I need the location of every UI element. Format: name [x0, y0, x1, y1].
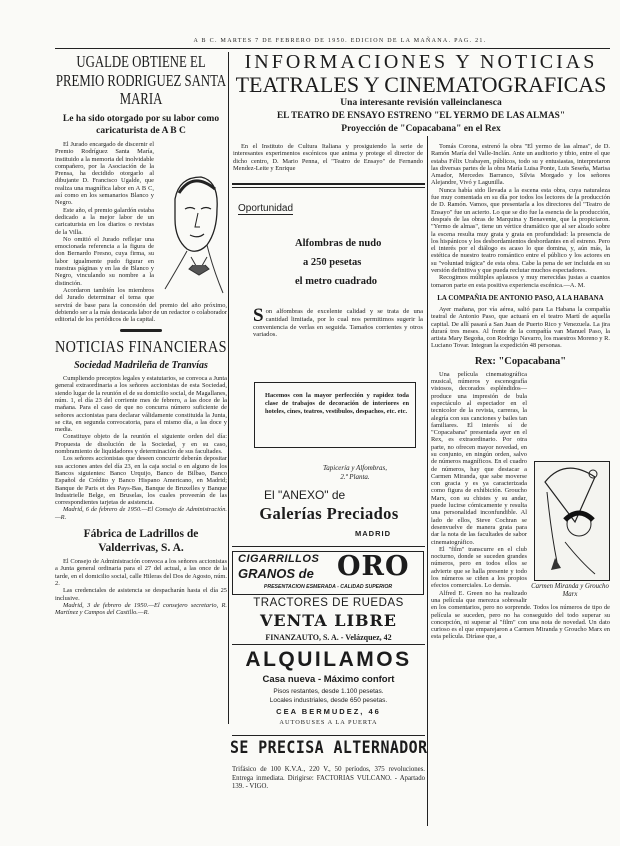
article-paragraph: Acordaron también los miembros del Jurado determinar el tema que servirá de base para la concesión del premio del año próximo, debiendo ser a la más destacada labor de un redactor o colaborador editorial de los periódicos de la capital.: [55, 286, 227, 324]
double-rule: [232, 187, 425, 188]
article-headline: Fábrica de Ladrillos de Valderrivas, S. A.: [83, 528, 199, 555]
ad-body: [253, 305, 423, 339]
ad-brand-logo: ORO: [337, 551, 410, 582]
article-kicker: Una interesante revisión valleinclanesca: [340, 98, 502, 108]
ad-headline-line: el metro cuadrado: [295, 276, 378, 287]
article-paragraph: Alfred E. Green no ha realizado una película que merezca sobresalir en los comentarios, pero no sorprende. Todos los números de tipo de película se suceden, pero no ha conseguido del todo superar su concepción, ni superar al "film" con una nota de novedad. Un dato curioso es el que emparejaron a Carmen Miranda y Groucho Marx en esta película. Diríase que, a: [431, 589, 610, 641]
right-column: [431, 143, 610, 641]
ad-subhead: Casa nueva - Máximo confort: [262, 674, 395, 685]
ad-services-text: Hacemos con la mayor perfección y rapidez toda clase de trabajos de decoración de interiores en hoteles, cines, teatros, vestíbulos, despachos, etc. etc.: [265, 392, 409, 415]
ad-note: AUTOBUSES A LA PUERTA: [279, 719, 378, 726]
ad-department-floor: 2.ª Planta.: [340, 473, 370, 481]
article-body: [55, 558, 227, 616]
ornament-divider: [120, 329, 162, 332]
article-subhead: Sociedad Madrileña de Tranvías: [74, 360, 208, 372]
ad-separator: [232, 644, 425, 645]
column-divider: [427, 136, 428, 826]
ad-body-text: on alfombras de excelente calidad y se trata de una cantidad limitada, por lo cual nos permitimos sugerir la conveniencia de verlas en seguida. Tamaños corrientes y otros variados.: [253, 308, 423, 339]
ad-line: Locales industriales, desde 650 pesetas.: [269, 697, 388, 704]
article-paragraph: Nunca había sido llevada a la escena esta obra, cuya naturaleza fue muy comentada en su día por todos los lectores de la producción de D. Ramón. Vamos, que presentarla a los directores del "Teatro de Ensayo" fue un acierto. Lo que se dio fue la esencia de la producción, después de las obras de Marquina y Benavente, que la propiciaron. "Yermo de almas", tiene un vértice dramático que al ser alzado sobre la escena resulta muy grata y grata en profundidad: la presencia de los hispánicos y los desbordamientos desbordantes en el estreno. Pero el interés por el diálogo es acaso lo que domina, y, aún más, la estética de nuestro teatro romántico entre el público y los actores en su "voluntad trágica" de esta obra. Cabe la pena de ser incluida en su versión definitiva y que pueda reclutar muchos espectadores.: [431, 186, 610, 275]
ad-city: MADRID: [355, 529, 391, 538]
article-body: [431, 306, 610, 350]
ad-address: CEA BERMUDEZ, 46: [276, 707, 381, 716]
article-subhead: EL TEATRO DE ENSAYO ESTRENO "EL YERMO DE LAS ALMAS": [276, 111, 565, 121]
ad-headline: [295, 234, 423, 291]
double-rule: [232, 183, 425, 185]
ad-separator: [232, 546, 425, 547]
article-paragraph: Constituye objeto de la reunión el siguiente orden del día: Propuesta de disolución de la Sociedad, y en su caso, nombramiento de liquidadores y determinación de sus facultades.: [55, 433, 227, 456]
ad-separator: [232, 735, 425, 736]
ad-line: Pisos restantes, desde 1.100 pesetas.: [273, 688, 384, 695]
ad-department-name: Tapicería y Alfombras,: [323, 464, 387, 472]
ad-body: Trifásico de 100 K.V.A., 220 V., 50 períodos, 375 revoluciones. Entrega inmediata. Dirigirse: FACTORIAS VULCANO. - Apartado 139. - VIGO.: [232, 766, 425, 791]
article-body: [431, 143, 610, 289]
portrait-sketch-icon: [157, 169, 227, 297]
article-paragraph: Tomás Corona, estrenó la obra "El yermo de las almas", de D. Ramón María del Valle-Inclán. Ante un auditorio y tibio, entre el que estaba Félix Urabayen, públicos, todo su y entusiastas, interpretaron las diversas partes de la obra María Luisa Ponte, Luis Seseña, Marisa Amador, Mercedes Barranco, Silvia Morgado y los señores Alejandre, Vivó y Lagunilla.: [431, 143, 610, 187]
article-paragraph: No omitió el Jurado reflejar una emocionada referencia a la figura de don Bernardo Fresno, cuya firma, su labor igualmente pudo figurar en nuestras páginas y en las de Blanco y Negro, vinculando su nombre a la distinción.: [55, 235, 154, 287]
article-body: [431, 371, 610, 641]
article-noticias-financieras: [55, 338, 227, 616]
article-paragraph: Una película cinematográfica musical, números y escenografía vistosos, decorados espléndidos—produce una impresión de bula espectáculo al espectador en el tecnicolor de la revista, carreras, la alegría con sus canciones y bailes tan familiares. El interés sí de "Copacabana" presentada ayer en el Rex, es extraordinario. Por otra parte, no ofrecen mayor novedad, en su conjunto, en ningún orden, salvo de números magníficos. En el cuadro de números, hay que destacar a Carmen Miranda, que sabe moverse con gracia y es ya caracterizada como figura de exhibición. Groucho Marx, con su chistes y su andar, puede lucirse cómicamente y resulta una personalidad inconfundible. Al lado de ellos, Steve Cochran se desenvuelve de manera grata para dar la nota de las facultades de sabor cinematográfico.: [431, 370, 527, 546]
drop-cap: S: [253, 305, 264, 326]
ad-services-box: [254, 382, 416, 448]
ad-granos-de-oro: [232, 551, 424, 595]
photo-figure: [530, 461, 610, 599]
ad-tagline: PRESENTACION ESMERADA - CALIDAD SUPERIOR: [263, 584, 393, 590]
article-paragraph: Cumpliendo preceptos legales y estatutarios, se convoca a Junta general extraordinaria a los señores accionistas de esta Sociedad, siendo lugar de la reunión el de su domicilio social, de Magallanes, núm. 1, el día 23 del corriente mes de febrero, a las doce de la mañana. Para el caso de que no concurra número suficiente de señores accionistas para declarar válidamente constituida la Junta, se cita, en segunda convocatoria, para el mismo día, a las doce y media.: [55, 375, 227, 434]
article-paragraph: Ayer mañana, por vía aérea, salió para La Habana la compañía teatral de Antonio Paso, que actuará en el teatro Martí de aquella capital. De allí pasará a San Juan de Puerto Rico y Venezuela. La jira durará tres meses. Al frente de la compañía van Manuel Paso, la artista Mary Begoña, con Rodrigo Navarro, los maestros Moreno y R. Luciano Tovar. Integran la expedición 48 personas.: [431, 305, 610, 350]
photo-caption: Carmen Miranda y Groucho Marx: [531, 582, 609, 598]
article-paragraph: Los señores accionistas que deseen concurrir deberán depositar sus acciones antes del día 23, en la caja social o en alguno de los Bancos siguientes: Banco Urquijo, Banco de Bilbao, Banco Español de Crédito y Banco Hispano Americano, en Madrid; Banque de Paris et des Pays-Bas, Banque de Bruxelles y Banque Industrielle Belge, en Bruselas, los cuales proveerán de las correspondientes tarjetas de asistencia.: [55, 455, 227, 507]
article-ugalde: [55, 53, 227, 332]
article-paragraph: Recogimos múltiples aplausos y muy merecidas justas a cuantos tomaron parte en esta positiva experiencia escénica.—A. M.: [431, 274, 610, 289]
ad-headline: ALQUILAMOS: [245, 648, 412, 671]
left-column: [55, 53, 227, 616]
ad-tag: Oportunidad: [238, 203, 294, 214]
article-subhead: Le ha sido otorgado por su labor como caricaturista de A B C: [62, 114, 220, 136]
section-headline: NOTICIAS FINANCIERAS: [55, 337, 227, 357]
ad-line: FINANZAUTO, S. A. - Velázquez, 42: [265, 633, 392, 642]
portrait-ugalde: [157, 169, 227, 297]
photo-carmen-miranda-groucho-marx: [534, 461, 610, 581]
masthead-rule: [55, 48, 610, 49]
article-headline: Rex: "Copacabana": [474, 355, 567, 367]
article-paragraph: Las credenciales de asistencia se despacharán hasta el día 25 inclusive.: [55, 587, 227, 602]
article-paragraph: El Consejo de Administración convoca a los señores accionistas a Junta general ordinaria para el 27 del actual, a las once de la tarde, en el domicilio social, calle Hileras del Dos de Agosto, núm. 2.: [55, 558, 227, 587]
ad-brand-logo: Galerías Preciados: [259, 504, 399, 523]
ad-headline-wrap: [230, 739, 427, 763]
headline-wrap: [55, 53, 227, 110]
article-paragraph: En el Instituto de Cultura Italiana y prosiguiendo la serie de interesantes experimentos escénicos que anima y protege el director de dicho centro, D. Mario Penna, el "Teatro de Ensayo" de Fernando Mendez-Leite y Enrique: [233, 143, 423, 172]
article-paragraph: El "film" transcurre en el club nocturno, donde se suceden grandes números, pero en todos ellos se advierte que se halla presente y todo los números se ciñen a los propios efectos comerciales. Lo demás.: [431, 545, 527, 590]
section-headline: INFORMACIONES Y NOTICIAS: [244, 51, 598, 73]
ad-line: GRANOS de: [238, 566, 314, 581]
article-paragraph: Este año, el premio galardón estaba dedicado a la mejor labor de un caricaturista en los diarios o revistas de la Villa.: [55, 206, 154, 236]
ad-department: [290, 464, 420, 482]
article-headline: UGALDE OBTIENE EL PREMIO RODRIGUEZ SANTA MARIA: [55, 52, 227, 108]
article-intro: [233, 143, 423, 172]
article-body: [55, 375, 227, 521]
article-subhead: Proyección de "Copacabana" en el Rex: [341, 124, 501, 134]
article-signature: Madrid, 6 de febrero de 1950.—El Consejo de Administración.—R.: [55, 506, 227, 521]
ad-headline-line: a 250 pesetas: [303, 257, 362, 268]
article-paragraph: El Jurado encargado de discernir el Premio Rodríguez Santa María, instituido a la memoria del inolvidable compañero, por la Asociación de la Prensa, ha decidido otorgarlo al dibujante D. Francisco Ugalde, que realiza una magnífica labor en A B C, así como en los semanarios Blanco y Negro.: [55, 141, 154, 207]
caricature-illustration-icon: [535, 462, 609, 580]
article-signature: Madrid, 3 de febrero de 1950.—El consejero secretario, R. Martínez y Campos del Castillo.—R.: [55, 601, 227, 617]
ad-line: TRACTORES DE RUEDAS: [253, 597, 404, 609]
article-headline: LA COMPAÑIA DE ANTONIO PASO, A LA HABANA: [437, 293, 604, 302]
theatre-header: [232, 52, 610, 135]
column-divider: [228, 52, 229, 724]
ad-headline-line: Alfombras de nudo: [295, 238, 382, 249]
ad-headline: VENTA LIBRE: [260, 611, 397, 630]
section-headline: TEATRALES Y CINEMATOGRAFICAS: [235, 72, 607, 97]
ad-anexo: El "ANEXO" de: [264, 488, 346, 502]
page-masthead: A B C. MARTES 7 DE FEBRERO DE 1950. EDICION DE LA MAÑANA. PAG. 21.: [193, 38, 487, 44]
ad-headline: SE PRECISA ALTERNADOR: [230, 738, 428, 758]
article-body: [55, 141, 227, 323]
ad-line: CIGARRILLOS: [238, 553, 320, 565]
